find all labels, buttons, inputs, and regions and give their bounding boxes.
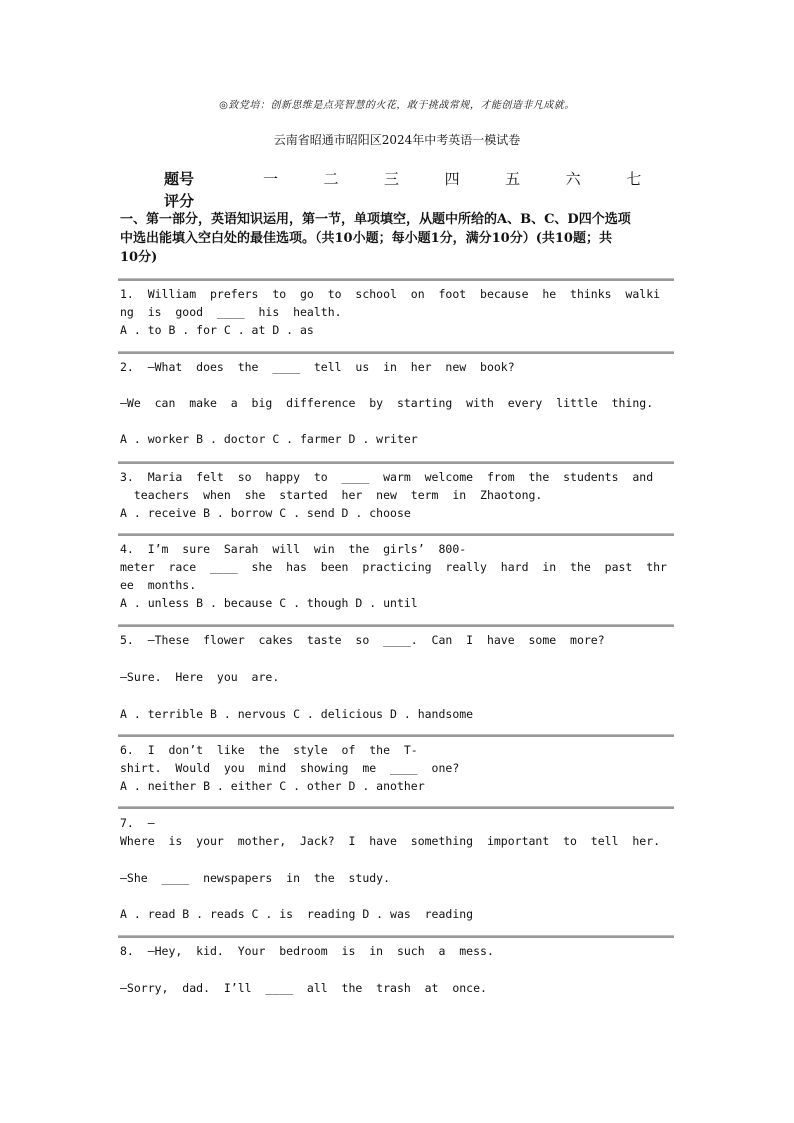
question-options: A . to B . for C . at D . as xyxy=(120,323,314,337)
question-text: —We can make a big difference by starting with every little thing. xyxy=(120,396,654,410)
section-intro xyxy=(120,210,672,267)
question-7 xyxy=(120,814,672,923)
score-row-label: 评分 xyxy=(164,192,195,210)
score-col-7: 七 xyxy=(626,170,642,188)
score-col-2: 二 xyxy=(323,170,339,188)
question-text: 4. I’m sure Sarah will win the girls’ 800- xyxy=(120,542,467,556)
divider xyxy=(118,351,674,354)
question-6 xyxy=(120,741,672,795)
question-text: 5. —These flower cakes taste so ____. Can I have some more? xyxy=(120,633,605,647)
question-options: A . receive B . borrow C . send D . choose xyxy=(120,506,411,520)
question-text: teachers when she started her new term in Zhaotong. xyxy=(120,488,543,502)
question-text: Where is your mother, Jack? I have something important to tell her. xyxy=(120,834,661,848)
question-text: ee months. xyxy=(120,578,197,592)
question-options: A . terrible B . nervous C . delicious D . handsome xyxy=(120,707,474,721)
score-col-1: 一 xyxy=(262,170,278,188)
question-text: —Sorry, dad. I’ll ____ all the trash at once. xyxy=(120,981,487,995)
score-head-label: 题号 xyxy=(164,170,195,188)
question-5 xyxy=(120,631,672,723)
divider xyxy=(118,278,674,281)
divider xyxy=(118,533,674,536)
section-intro-line: 10分) xyxy=(120,250,158,265)
question-text: —She ____ newspapers in the study. xyxy=(120,871,391,885)
divider xyxy=(118,734,674,737)
divider xyxy=(118,624,674,627)
question-text: —Sure. Here you are. xyxy=(120,670,280,684)
question-options: A . unless B . because C . though D . until xyxy=(120,596,418,610)
score-col-6: 六 xyxy=(565,170,581,188)
question-text: 7. — xyxy=(120,816,155,830)
page-title: 云南省昭通市昭阳区2024年中考英语一模试卷 xyxy=(273,133,521,147)
divider xyxy=(118,461,674,464)
question-4 xyxy=(120,540,672,612)
score-col-4: 四 xyxy=(444,170,460,188)
score-col-5: 五 xyxy=(505,170,521,188)
section-intro-line: 中选出能填入空白处的最佳选项。（共10小题；每小题1分，满分10分）(共10题；共 xyxy=(120,231,612,246)
section-intro-line: 一、第一部分，英语知识运用，第一节，单项填空，从题中所给的A、B、C、D四个选项 xyxy=(120,212,631,227)
question-text: ng is good ____ his health. xyxy=(120,305,342,319)
question-options: A . neither B . either C . other D . another xyxy=(120,779,425,793)
question-options: A . worker B . doctor C . farmer D . writer xyxy=(120,432,418,446)
divider xyxy=(118,935,674,938)
question-text: 8. —Hey, kid. Your bedroom is in such a mess. xyxy=(120,944,494,958)
question-options: A . read B . reads C . is reading D . was reading xyxy=(120,907,474,921)
question-2 xyxy=(120,358,672,448)
question-8 xyxy=(120,942,672,997)
motto: ◎致党培：创新思维是点亮智慧的火花，敢于挑战常规，才能创造非凡成就。 xyxy=(219,100,575,111)
question-text: 6. I don’t like the style of the T- xyxy=(120,743,418,757)
divider xyxy=(118,806,674,809)
question-3 xyxy=(120,468,672,522)
question-text: shirt. Would you mind showing me ____ one? xyxy=(120,761,460,775)
question-text: 2. —What does the ____ tell us in her new book? xyxy=(120,360,515,374)
question-1 xyxy=(120,285,672,339)
question-text: meter race ____ she has been practicing really hard in the past thr xyxy=(120,560,667,574)
score-table-header xyxy=(164,168,664,189)
question-text: 1. William prefers to go to school on foot because he thinks walki xyxy=(120,287,661,301)
question-text: 3. Maria felt so happy to ____ warm welcome from the students and xyxy=(120,470,654,484)
score-col-3: 三 xyxy=(384,170,400,188)
